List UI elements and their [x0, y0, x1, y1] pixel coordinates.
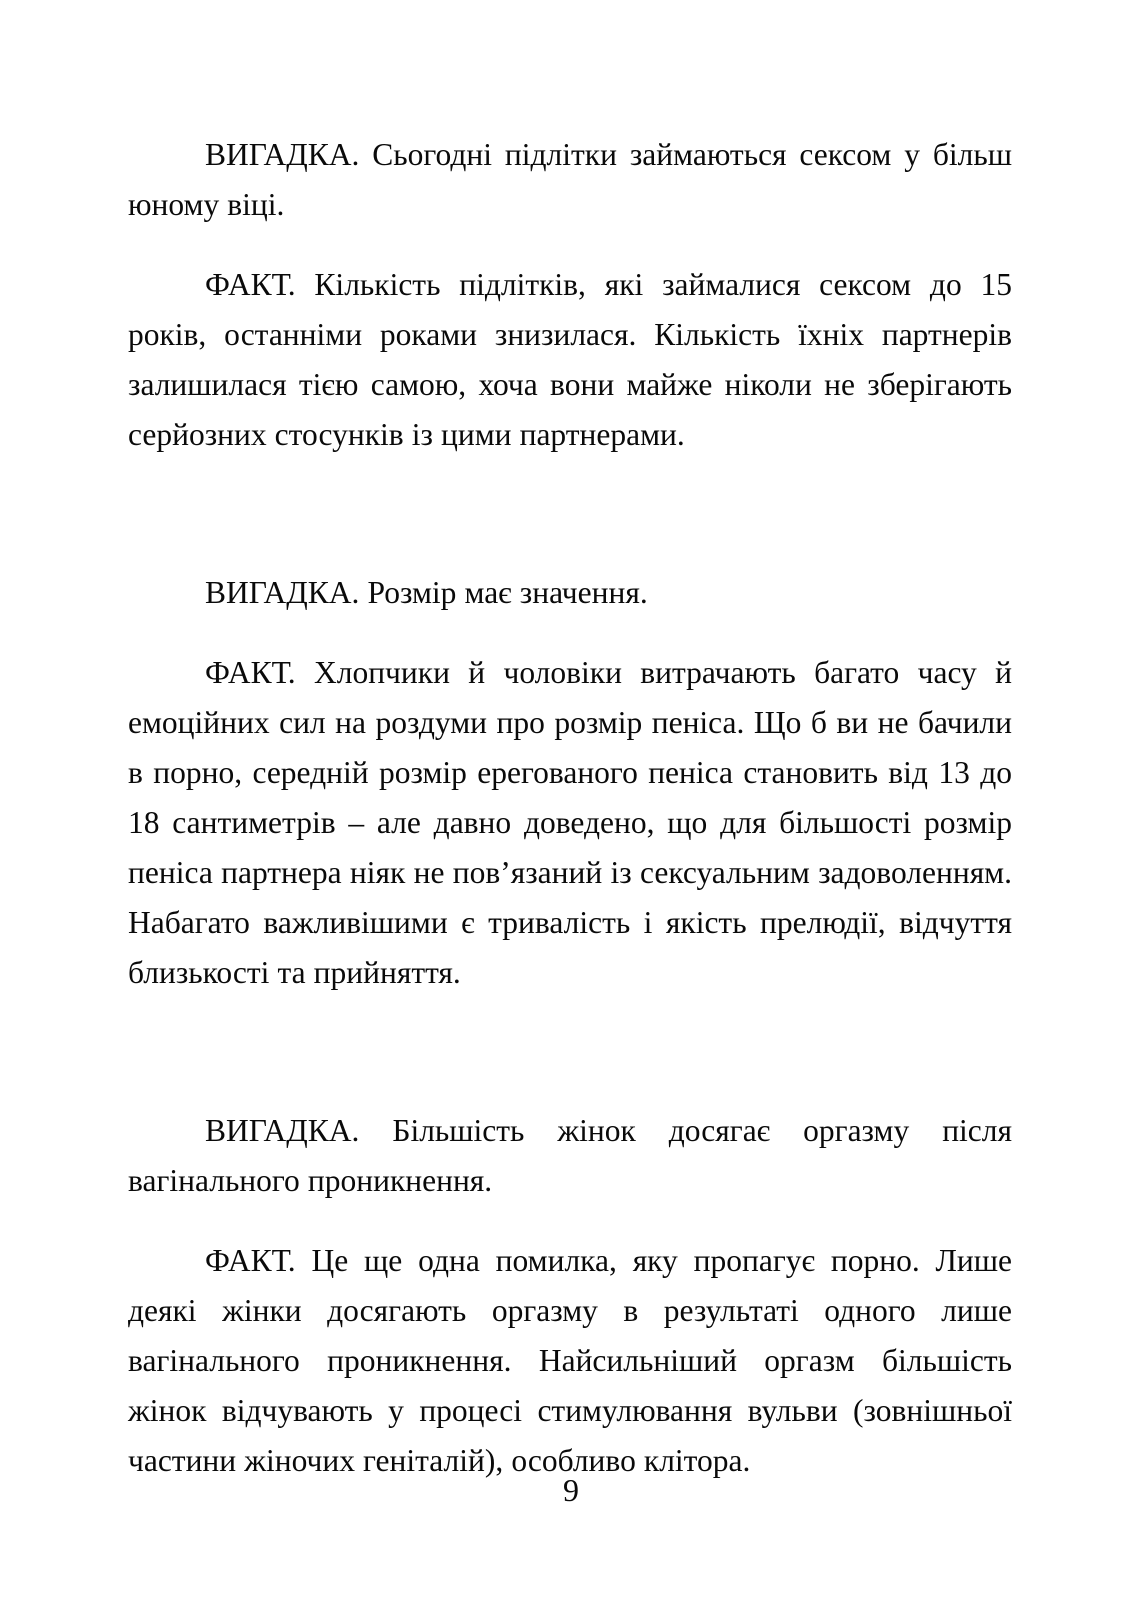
myth-fact-section-2 — [128, 568, 1012, 998]
page-number: 9 — [563, 1472, 579, 1508]
myth-statement-3: ВИГАДКА. Більшість жінок досягає оргазму після вагінального проникнення. — [128, 1113, 1012, 1198]
fact-statement-1: ФАКТ. Кількість підлітків, які займалися сексом до 15 років, останніми роками знизилася. Кількість їхніх партнерів залишилася тією самою, хоча вони майже ніколи не зберігають серйозних стосунків із цими партнерами. — [128, 267, 1012, 452]
fact-statement-3: ФАКТ. Це ще одна помилка, яку пропагує порно. Лише деякі жінки досягають оргазму в результаті одного лише вагінального проникнення. Найсильніший оргазм більшість жінок відчувають у процесі стимулювання вульви (зовнішньої частини жіночих геніталій), особливо клітора. — [128, 1243, 1012, 1478]
myth-fact-section-1 — [128, 130, 1012, 460]
myth-statement-2: ВИГАДКА. Розмір має значення. — [205, 575, 648, 610]
page-text-block — [128, 130, 1012, 1486]
myth-fact-section-3 — [128, 1106, 1012, 1486]
myth-statement-1: ВИГАДКА. Сьогодні підлітки займаються сексом у більш юному віці. — [128, 137, 1012, 222]
fact-statement-2: ФАКТ. Хлопчики й чоловіки витрачають багато часу й емоційних сил на роздуми про розмір пеніса. Що б ви не бачили в порно, середній розмір ерегованого пеніса становить від 13 до 18 сантиметрів – але давно доведено, що для більшості розмір пеніса партнера ніяк не пов’язаний із сексуальним задоволенням. Набагато важливішими є тривалість і якість прелюдії, відчуття близькості та прийняття. — [128, 655, 1012, 990]
